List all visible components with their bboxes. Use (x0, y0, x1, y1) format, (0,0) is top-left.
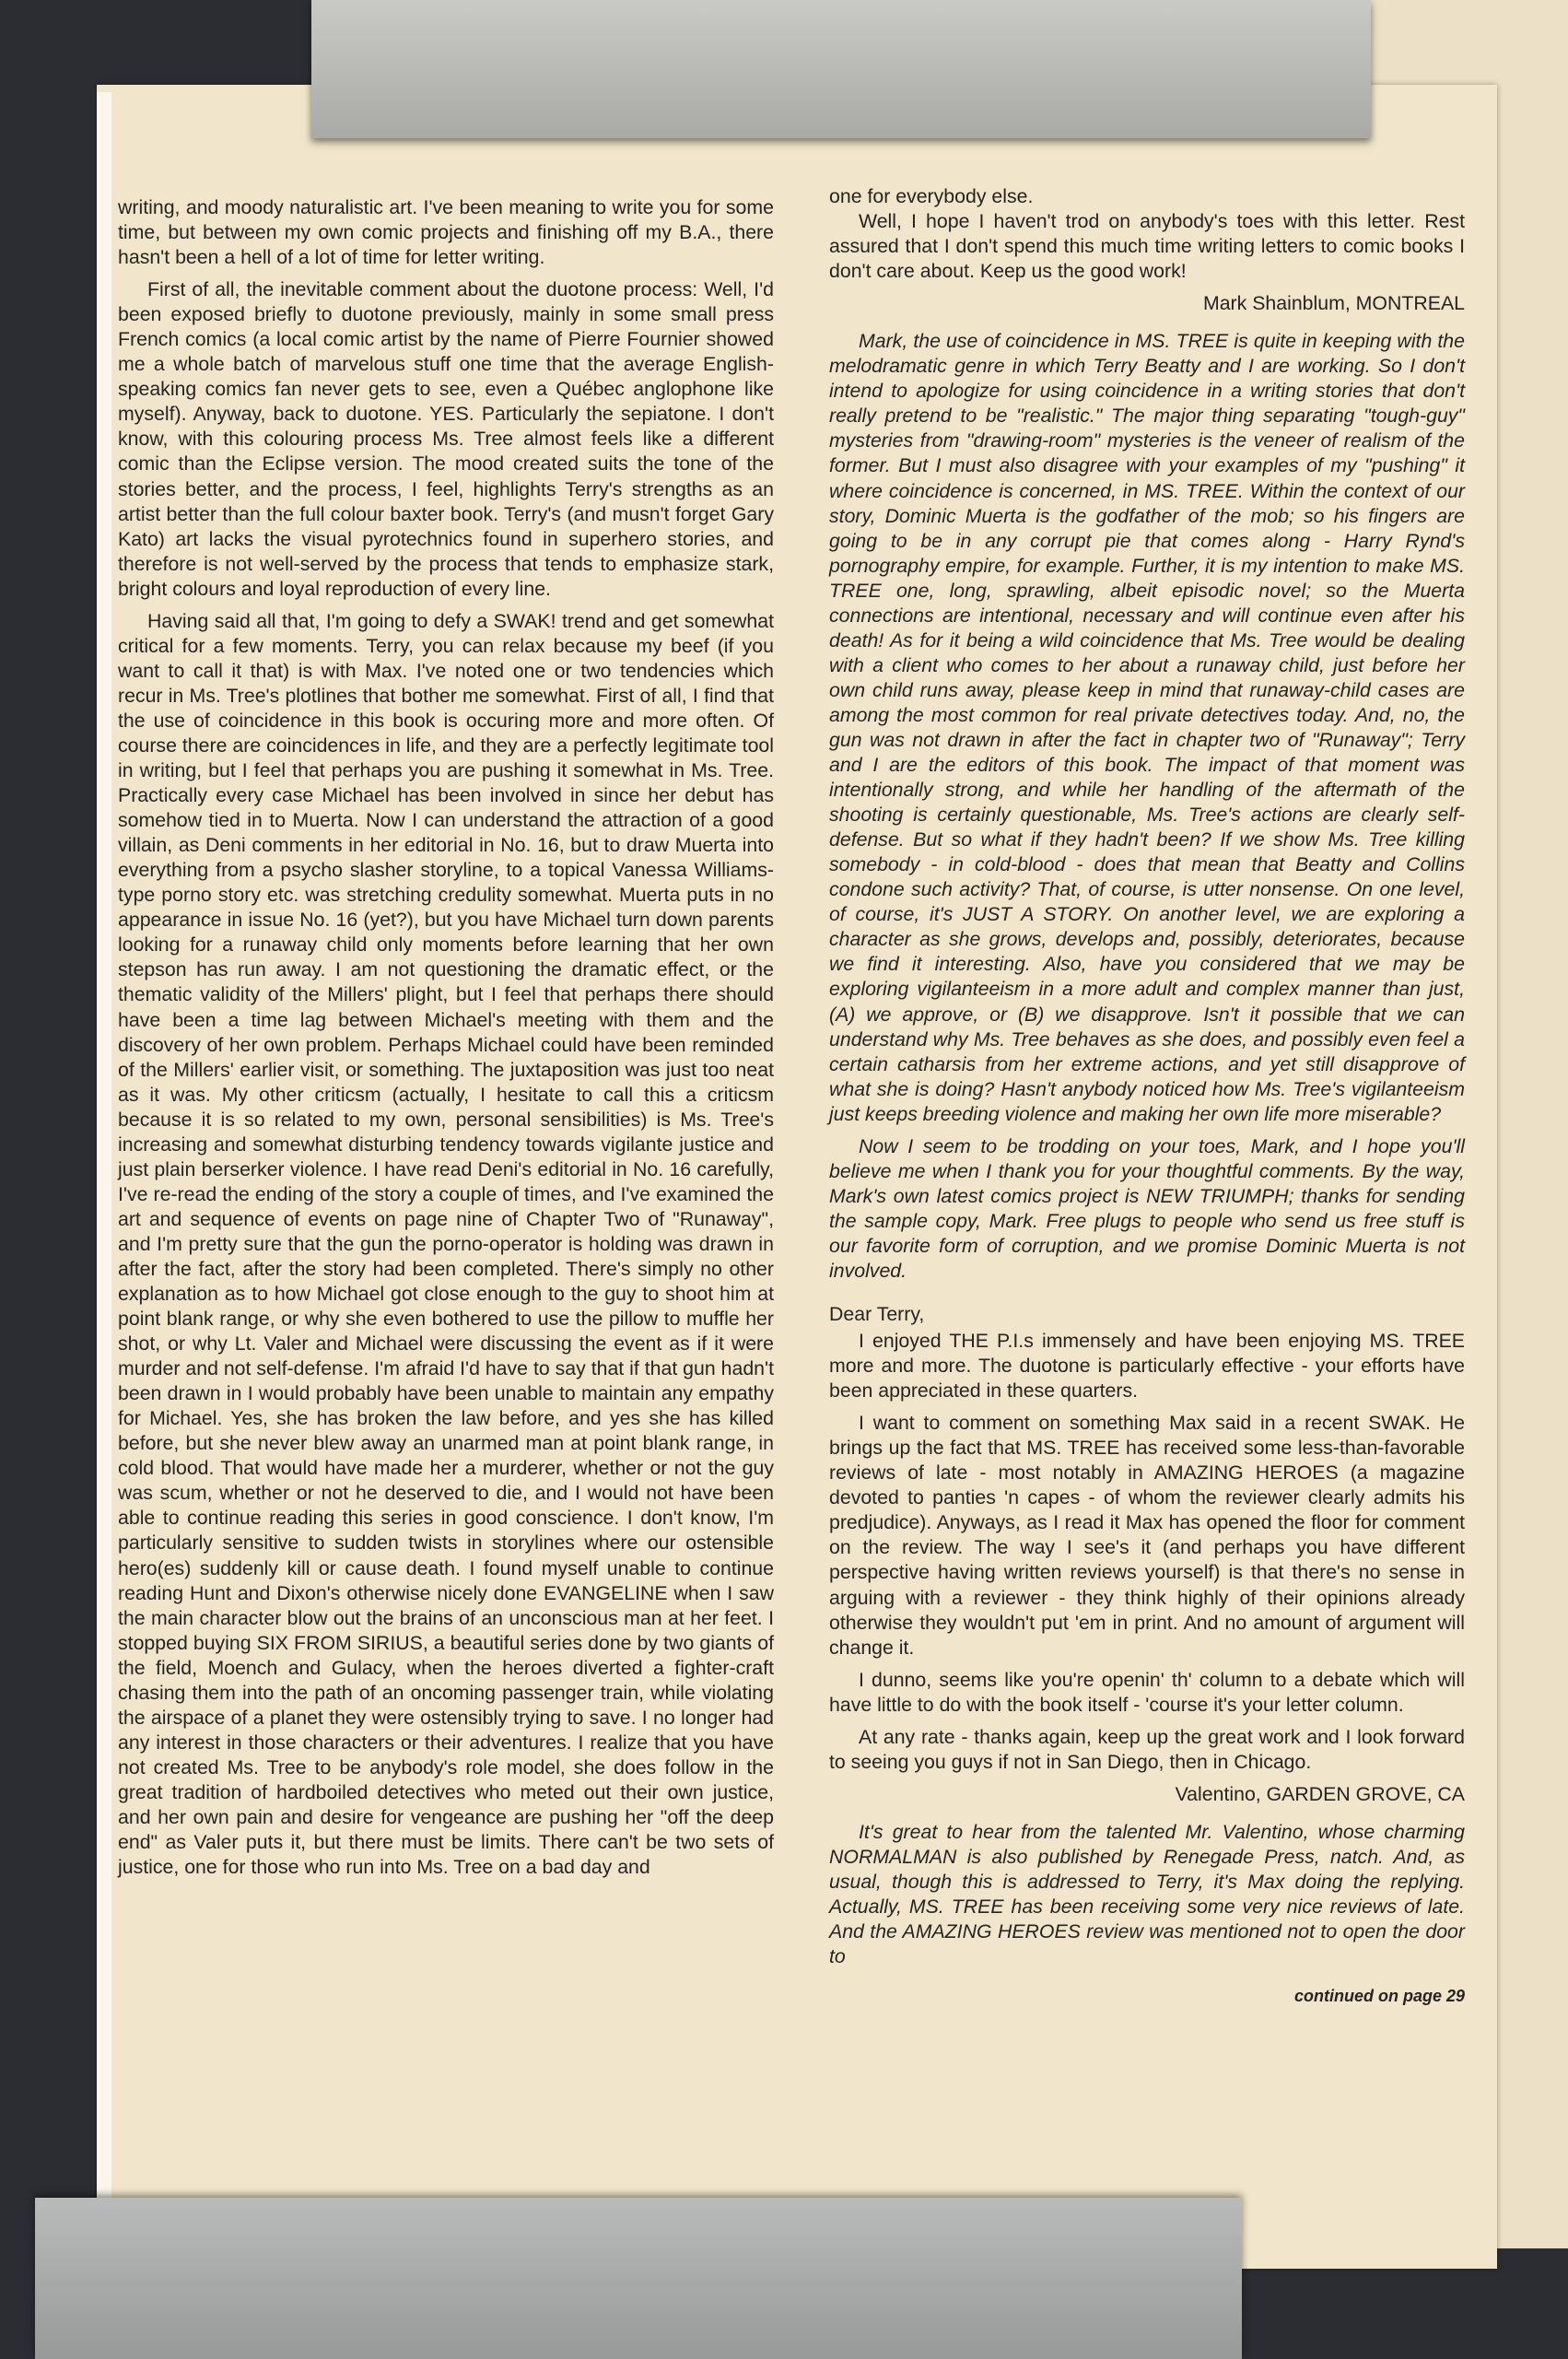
letter-paragraph: I dunno, seems like you're openin' th' column to a debate which will have little to do with the book itself - 'course it's your letter column. (829, 1668, 1465, 1716)
letter-signature: Valentino, GARDEN GROVE, CA (1175, 1782, 1465, 1805)
bottom-board (35, 2198, 1242, 2359)
page-edge (97, 92, 111, 2267)
letter-paragraph: Having said all that, I'm going to defy a SWAK! trend and get somewhat critical for a few moments. Terry, you can relax because my beef (if you want to call it that) is with Max. I've noted one or two tendencies which recur in Ms. Tree's plotlines that bother me somewhat. First of all, I find that the use of coincidence in this book is occuring more and more often. Of course there are coincidences in life, and they are a perfectly legitimate tool in writing, but I feel that perhaps you are pushing it somewhat in Ms. Tree. Practically every case Michael has been involved in since her debut has somehow tied in to Muerta. Now I can understand the attraction of a good villain, as Deni comments in her editorial in No. 16, but to draw Muerta into everything from a psycho slasher storyline, to a topical Vanessa Williams-type porno story etc. was stretching credulity somewhat. Muerta puts in no appearance in issue No. 16 (yet?), but you have Michael turn down parents looking for a runaway child only moments before learning that her own stepson has run away. I am not questioning the dramatic effect, or the thematic validity of the Millers' plight, but I feel that perhaps there should have been a time lag between Michael's meeting with them and the discovery of her own problem. Perhaps Michael could have been reminded of the Millers' earlier visit, or something. The juxtaposition was just too neat as it was. My other criticsm (actually, I hesitate to call this a criticsm because it is so related to my own, personal sensibilities) is Ms. Tree's increasing and somewhat disturbing tendency towards vigilante justice and just plain berserker violence. I have read Deni's editorial in No. 16 carefully, I've re-read the ending of the story a couple of times, and I've examined the art and sequence of events on page nine of Chapter Two of "Runaway", and I'm pretty sure that the gun the porno-operator is holding was drawn in after the fact, after the story had been completed. There's simply no other explanation as to how Michael got close enough to the guy to shoot him at point blank range, or why she even bothered to use the pillow to muffle her shot, or why Lt. Valer and Michael were discussing the event as if it were murder and not self-defense. I'm afraid I'd have to say that if that gun hadn't been drawn in I would probably have been unable to maintain any empathy for Michael. Yes, she has broken the law before, and yes she has killed before, but she never blew away an unarmed man at point blank range, in cold blood. That would have made her a murderer, whether or not the guy was scum, whether or not he deserved to die, and I would not have been able to continue reading this series in good conscience. I don't know, I'm particularly sensitive to sudden twists in storylines where our ostensible hero(es) suddenly kill or cause death. I found myself unable to continue reading Hunt and Dixon's otherwise nicely done EVANGELINE when I saw the main character blow out the brains of an unconscious man at her feet. I stopped buying SIX FROM SIRIUS, a beautiful series done by two giants of the field, Moench and Gulacy, when the heroes diverted a fighter-craft chasing them into the path of an oncoming passenger train, while violating the airspace of a planet they were ostensibly trying to save. I no longer had any interest in those characters or their adventures. I realize that you have not created Ms. Tree to be anybody's role model, she does follow in the great tradition of hardboiled detectives who meted out their own justice, and her own pain and desire for vengeance are pushing her "off the deep end" as Valer puts it, but there must be limits. There can't be two sets of justice, one for those who run into Ms. Tree on a bad day and (118, 609, 774, 1879)
letter-paragraph: I want to comment on something Max said in a recent SWAK. He brings up the fact that MS. TREE has received some less-than-favorable reviews of late - most notably in AMAZING HEROES (a magazine devoted to panties 'n capes - of whom the reviewer clearly admits his predjudice). Anyways, as I read it Max has opened the floor for comment on the review. The way I see's it (and perhaps you have different perspective having written reviews yourself) is that there's no sense in arguing with a reviewer - they think highly of their opinions already otherwise they wouldn't put 'em in print. And no amount of argument will change it. (829, 1412, 1465, 1659)
letter-paragraph: Well, I hope I haven't trod on anybody's toes with this letter. Rest assured that I don't spend this much time writing letters to comic books I don't care about. Keep us the good work! (829, 210, 1465, 283)
editor-reply: Mark, the use of coincidence in MS. TREE is quite in keeping with the melodramatic genre in which Terry Beatty and I are working. So I don't intend to apologize for using coincidence in a writing stories that don't really pretend to be "realistic." The major thing separating "tough-guy" mysteries from "drawing-room" mysteries is the veneer of realism of the former. But I must also disagree with your examples of my "pushing" it where coincidence is concerned, in MS. TREE. Within the context of our story, Dominic Muerta is the godfather of the mob; so his fingers are going to be in any corrupt pie that comes along - Harry Rynd's pornography empire, for example. Further, it is my intention to make MS. TREE one, long, sprawling, albeit episodic novel; so the Muerta connections are intentional, necessary and will continue even after his death! As for it being a wild coincidence that Ms. Tree would be dealing with a client who comes to her about a runaway child, just before her own child runs away, please keep in mind that runaway-child cases are among the most common for real private detectives today. And, no, the gun was not drawn in after the fact in chapter two of "Runaway"; Terry and I are the editors of this book. The impact of that moment was intentionally strong, and while her handling of the aftermath of the shooting is certainly questionable, Ms. Tree's actions are clearly self-defense. But so what if they hadn't been? If we show Ms. Tree killing somebody - in cold-blood - does that mean that Beatty and Collins condone such activity? That, of course, is utter nonsense. On one level, of course, it's JUST A STORY. On another level, we are exploring a character as she grows, develops and, possibly, deteriorates, because we find it interesting. Also, have you considered that we may be exploring vigilanteeism in a more adult and complex manner than just, (A) we approve, or (B) we disapprove. Isn't it possible that we can understand why Ms. Tree behaves as she does, and possibly even feel a certain catharsis from her extreme actions, and yet still disapprove of what she is doing? Hasn't anybody noticed how Ms. Tree's vigilanteeism just keeps breeding violence and making her own life more miserable? (829, 330, 1465, 1125)
letter-paragraph: First of all, the inevitable comment about the duotone process: Well, I'd been exposed briefly to duotone previously, mainly in some small press French comics (a local comic artist by the name of Pierre Fournier showed me a whole batch of marvelous stuff one time that the average English-speaking comics fan never gets to see, even a Québec anglophone like myself). Anyway, back to duotone. YES. Particularly the sepiatone. I don't know, with this colouring process Ms. Tree almost feels like a different comic than the Eclipse version. The mood created suits the tone of the stories better, and the process, I feel, highlights Terry's strengths as an artist better than the full colour baxter book. Terry's (and musn't forget Gary Kato) art lacks the visual pyrotechnics found in superhero stories, and therefore is not well-served by the process that tends to emphasize stark, bright colours and loyal reproduction of every line. (118, 278, 774, 600)
letter-signature: Mark Shainblum, MONTREAL (1202, 292, 1465, 315)
editor-reply: It's great to hear from the talented Mr. Valentino, whose charming NORMALMAN is also published by Renegade Press, natch. And, as usual, though this is addressed to Terry, it's Max doing the replying. Actually, MS. TREE has been receiving some very nice reviews of late. And the AMAZING HEROES review was mentioned not to open the door to (829, 1820, 1465, 1968)
top-board (311, 0, 1371, 138)
letter-paragraph: writing, and moody naturalistic art. I've been meaning to write you for some time, but between my own comic projects and finishing off my B.A., there hasn't been a hell of a lot of time for letter writing. (118, 196, 774, 269)
continued-note: continued on page 29 (1293, 1987, 1465, 2006)
letter-paragraph: At any rate - thanks again, keep up the great work and I look forward to seeing you guys if not in San Diego, then in Chicago. (829, 1725, 1465, 1773)
letter-paragraph: I enjoyed THE P.I.s immensely and have been enjoying MS. TREE more and more. The duotone is particularly effective - your efforts have been appreciated in these quarters. (829, 1330, 1465, 1402)
left-column (118, 195, 774, 1880)
right-column (829, 184, 1465, 2014)
letter-salutation: Dear Terry, (829, 1303, 925, 1326)
letter-paragraph: one for everybody else. (829, 185, 1034, 207)
editor-reply: Now I seem to be trodding on your toes, Mark, and I hope you'll believe me when I thank you for your thoughtful comments. By the way, Mark's own latest comics project is NEW TRIUMPH; thanks for sending the sample copy, Mark. Free plugs to people who send us free stuff is our favorite form of corruption, and we promise Dominic Muerta is not involved. (829, 1134, 1465, 1282)
